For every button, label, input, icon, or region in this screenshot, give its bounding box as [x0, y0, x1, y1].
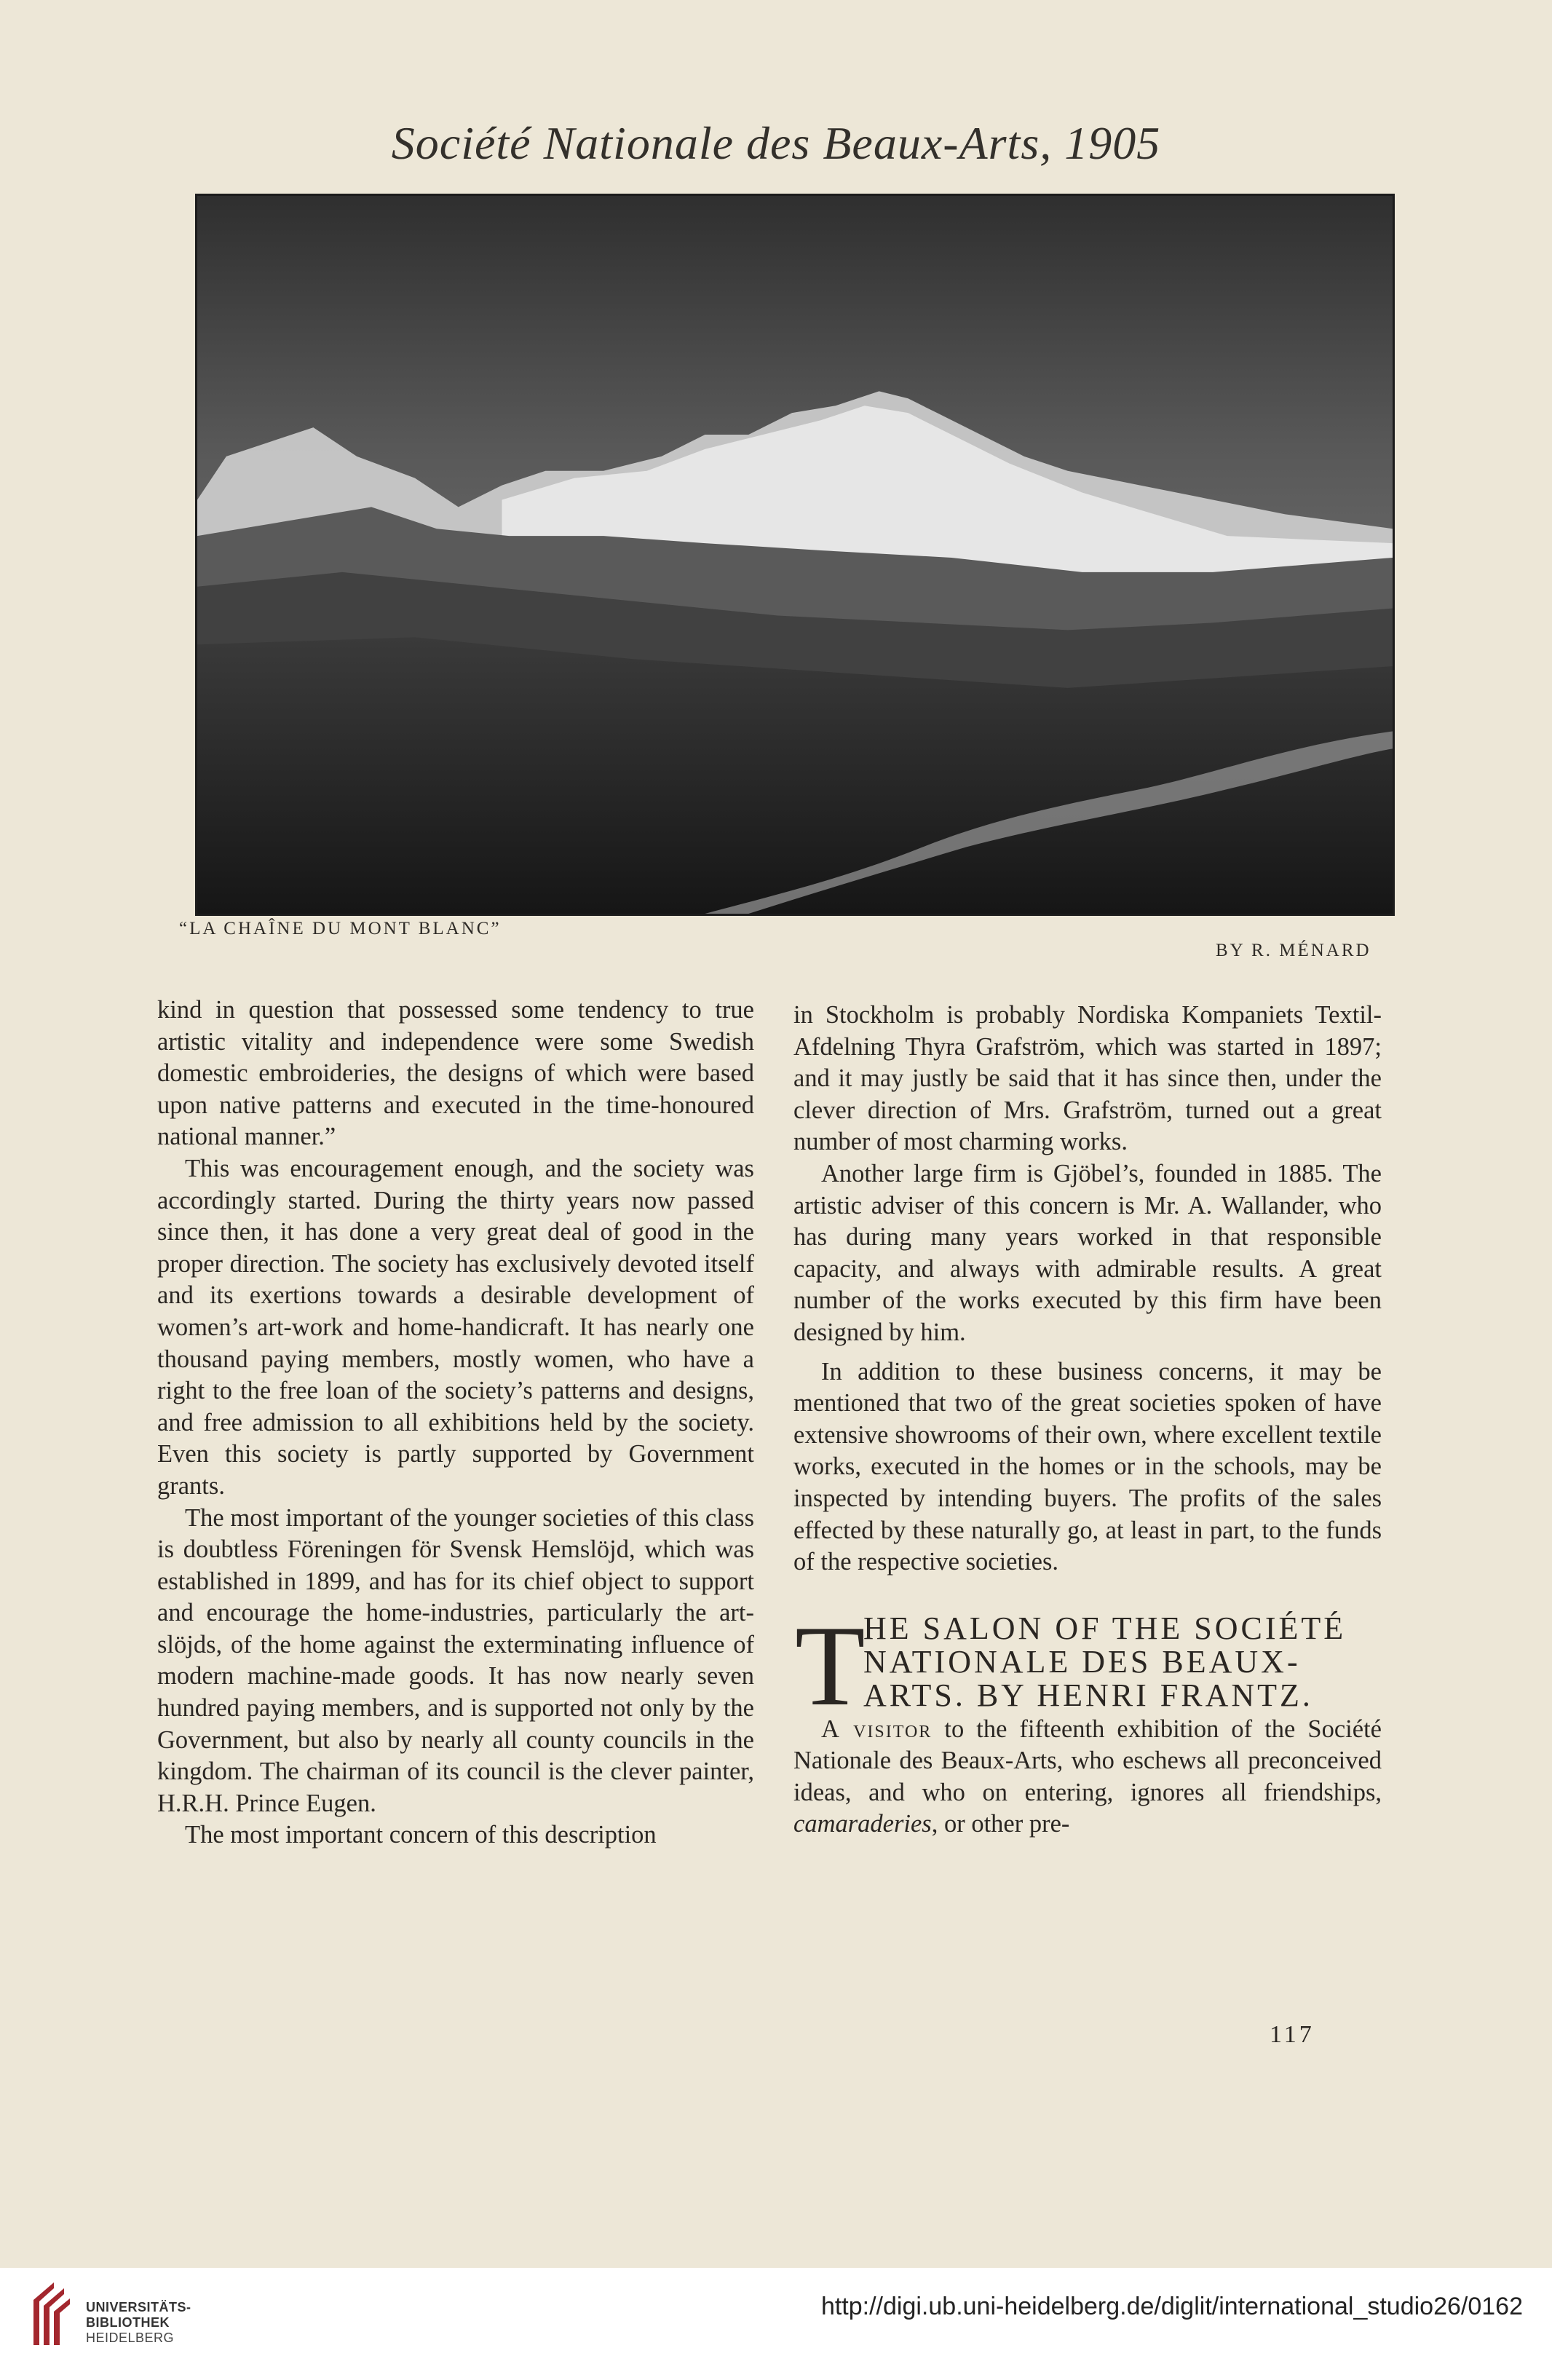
- page-number: 117: [1270, 2021, 1315, 2048]
- article-heading-text: HE SALON OF THE SOCIÉTÉ NATIONALE DES BEAUX-ARTS. BY HENRI FRANTZ.: [863, 1610, 1347, 1713]
- source-url-link[interactable]: http://digi.ub.uni-heidelberg.de/diglit/international_studio26/0162: [820, 2293, 1523, 2320]
- mountain-landscape-illustration: [195, 194, 1395, 916]
- right-text-column: [793, 1000, 1382, 1841]
- paragraph: in Stockholm is probably Nordiska Kompaniets Textil-Afdelning Thyra Grafström, which was started in 1897; and it may justly be said that it has since then, under the clever direction of Mrs. Grafström, turned out a great number of most charming works.: [793, 1001, 1382, 1156]
- library-name: UNIVERSITÄTS- BIBLIOTHEK HEIDELBERG: [86, 2300, 191, 2345]
- library-logo-icon: [29, 2278, 73, 2351]
- paragraph: In addition to these business concerns, it may be mentioned that two of the great societies spoken of have extensive showrooms of their own, where excellent textile works, executed in the homes or in the schools, may be inspected by intending buyers. The profits of the sales effected by these naturally go, at least in part, to the funds of the respective societies.: [793, 1357, 1382, 1576]
- drop-cap: T: [795, 1602, 868, 1730]
- paragraph: This was encouragement enough, and the society was accordingly started. During the thirty years now passed since then, it has done a very great deal of good in the proper direction. The society has exclusively devoted itself and its exertions towards a desirable development of women’s art-work and home-handicraft. It has nearly one thousand paying members, mostly women, who have a right to the free loan of the society’s patterns and designs, and free admission to all exhibitions held by the society. Even this society is partly supported by Government grants.: [157, 1154, 754, 1500]
- paragraph-text: , or other pre-: [931, 1810, 1070, 1838]
- left-text-column: [157, 995, 754, 1851]
- italic-term: camaraderies: [793, 1810, 932, 1838]
- lead-in: A visitor: [821, 1715, 933, 1743]
- running-title: Société Nationale des Beaux-Arts, 1905: [391, 117, 1161, 169]
- paragraph: The most important concern of this description: [185, 1821, 657, 1849]
- paragraph: [793, 1714, 1382, 1841]
- paragraph: kind in question that possessed some tendency to true artistic vitality and independence were some Swedish domestic embroideries, the designs of which were based upon native patterns and executed in the time-honoured national manner.”: [157, 996, 754, 1151]
- paragraph: Another large firm is Gjöbel’s, founded in 1885. The artistic adviser of this concern is Mr. A. Wallander, who has during many years worked in that responsible capacity, and always with admirable results. A great number of the works executed by this firm have been designed by him.: [793, 1159, 1382, 1346]
- plate-caption-artist: BY R. MÉNARD: [1216, 941, 1371, 960]
- paragraph-text: to the fifteenth exhibition of the Société Nationale des Beaux-Arts, who eschews all preconceived ideas, and who on entering, ignores all friendships,: [793, 1715, 1382, 1806]
- paragraph: The most important of the younger societies of this class is doubtless Föreningen för Svensk Hemslöjd, which was established in 1899, and has for its chief object to support and encourage the home-industries, particularly the art-slöjds, of the home against the exterminating influence of modern machine-made goods. It has now nearly seven hundred paying members, and is supported not only by the Government, but also by nearly all county councils in the kingdom. The chairman of its council is the clever painter, H.R.H. Prince Eugen.: [157, 1503, 754, 1817]
- digitization-footer: [0, 2268, 1552, 2380]
- plate-caption-title: “LA CHAÎNE DU MONT BLANC”: [179, 919, 502, 938]
